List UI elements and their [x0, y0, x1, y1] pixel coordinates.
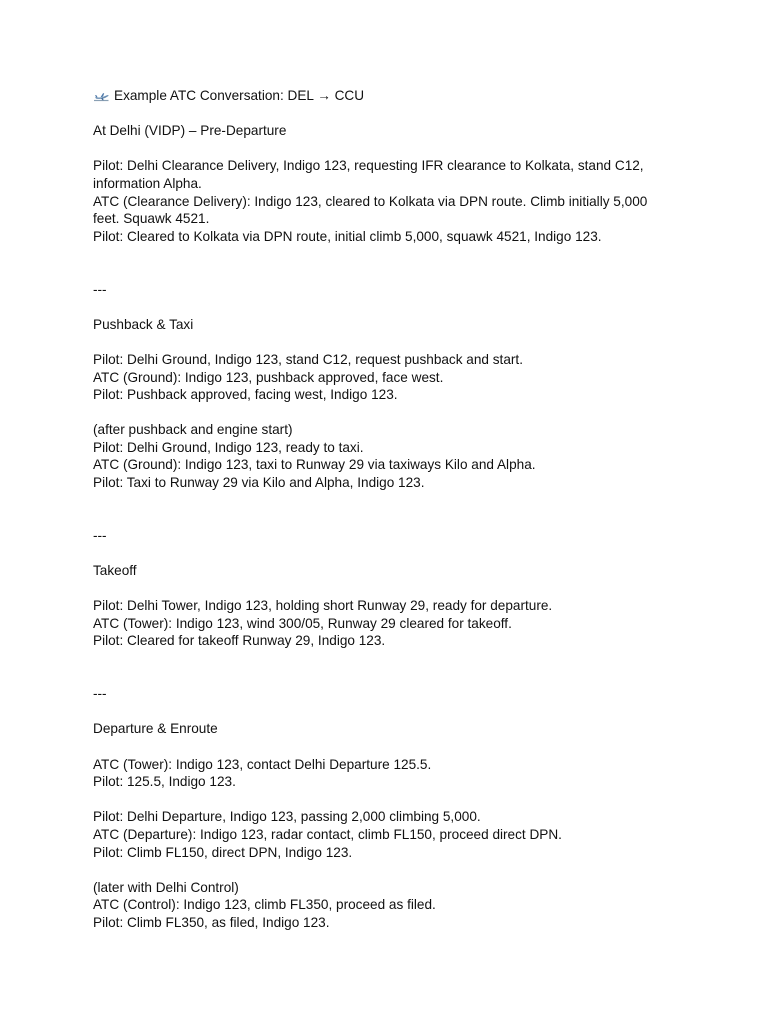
- dialogue-line: feet. Squawk 4521.: [93, 211, 210, 227]
- spacer: [93, 861, 693, 879]
- section-separator: ---: [93, 527, 107, 543]
- section-heading: At Delhi (VIDP) – Pre-Departure: [93, 123, 287, 139]
- dialogue-line: Pilot: Climb FL350, as filed, Indigo 123.: [93, 914, 330, 930]
- dialogue-line: Pilot: Delhi Ground, Indigo 123, ready to taxi.: [93, 439, 364, 455]
- section-separator: ---: [93, 686, 107, 702]
- dialogue-line: ATC (Ground): Indigo 123, taxi to Runway 29 via taxiways Kilo and Alpha.: [93, 457, 536, 473]
- spacer: [93, 263, 693, 281]
- section-heading: Departure & Enroute: [93, 721, 218, 737]
- spacer: [93, 544, 693, 562]
- dialogue-line: ATC (Clearance Delivery): Indigo 123, cleared to Kolkata via DPN route. Climb initially 5,000: [93, 193, 648, 209]
- dialogue-line: Pilot: Taxi to Runway 29 via Kilo and Alpha, Indigo 123.: [93, 475, 425, 491]
- document-body: [93, 87, 693, 932]
- dialogue-line: ATC (Departure): Indigo 123, radar contact, climb FL150, proceed direct DPN.: [93, 826, 562, 842]
- spacer: [93, 509, 693, 527]
- spacer: [93, 333, 693, 351]
- spacer: [93, 650, 693, 668]
- dialogue-line: Pilot: Cleared to Kolkata via DPN route, initial climb 5,000, squawk 4521, Indigo 123.: [93, 228, 602, 244]
- dialogue-line: Pilot: Delhi Tower, Indigo 123, holding short Runway 29, ready for departure.: [93, 598, 553, 614]
- dialogue-line: ATC (Control): Indigo 123, climb FL350, proceed as filed.: [93, 897, 436, 913]
- dialogue-line: Pilot: Delhi Clearance Delivery, Indigo 123, requesting IFR clearance to Kolkata, stand C12,: [93, 158, 644, 174]
- spacer: [93, 791, 693, 809]
- spacer: [93, 140, 693, 158]
- dialogue-line: information Alpha.: [93, 175, 202, 191]
- spacer: [93, 298, 693, 316]
- dialogue-line: (later with Delhi Control): [93, 879, 239, 895]
- dialogue-line: Pilot: Climb FL150, direct DPN, Indigo 123.: [93, 844, 353, 860]
- spacer: [93, 492, 693, 510]
- dialogue-line: Pilot: Delhi Departure, Indigo 123, passing 2,000 climbing 5,000.: [93, 809, 481, 825]
- document-title: Example ATC Conversation: DEL → CCU: [114, 88, 365, 103]
- dialogue-line: ATC (Ground): Indigo 123, pushback approved, face west.: [93, 369, 444, 385]
- section-heading: Pushback & Taxi: [93, 316, 194, 332]
- dialogue-line: Pilot: Delhi Ground, Indigo 123, stand C12, request pushback and start.: [93, 351, 523, 367]
- spacer: [93, 580, 693, 598]
- section-heading: Takeoff: [93, 563, 137, 579]
- sections-container: [93, 122, 693, 931]
- spacer: [93, 105, 693, 123]
- airplane-departure-icon: [93, 90, 110, 102]
- spacer: [93, 738, 693, 756]
- dialogue-line: (after pushback and engine start): [93, 422, 293, 438]
- spacer: [93, 668, 693, 686]
- dialogue-line: Pilot: 125.5, Indigo 123.: [93, 774, 236, 790]
- dialogue-line: Pilot: Cleared for takeoff Runway 29, Indigo 123.: [93, 633, 386, 649]
- dialogue-line: ATC (Tower): Indigo 123, wind 300/05, Runway 29 cleared for takeoff.: [93, 615, 512, 631]
- spacer: [93, 703, 693, 721]
- dialogue-line: Pilot: Pushback approved, facing west, Indigo 123.: [93, 387, 398, 403]
- section-separator: ---: [93, 281, 107, 297]
- document-title-line: [93, 87, 693, 105]
- spacer: [93, 245, 693, 263]
- dialogue-line: ATC (Tower): Indigo 123, contact Delhi Departure 125.5.: [93, 756, 432, 772]
- spacer: [93, 404, 693, 422]
